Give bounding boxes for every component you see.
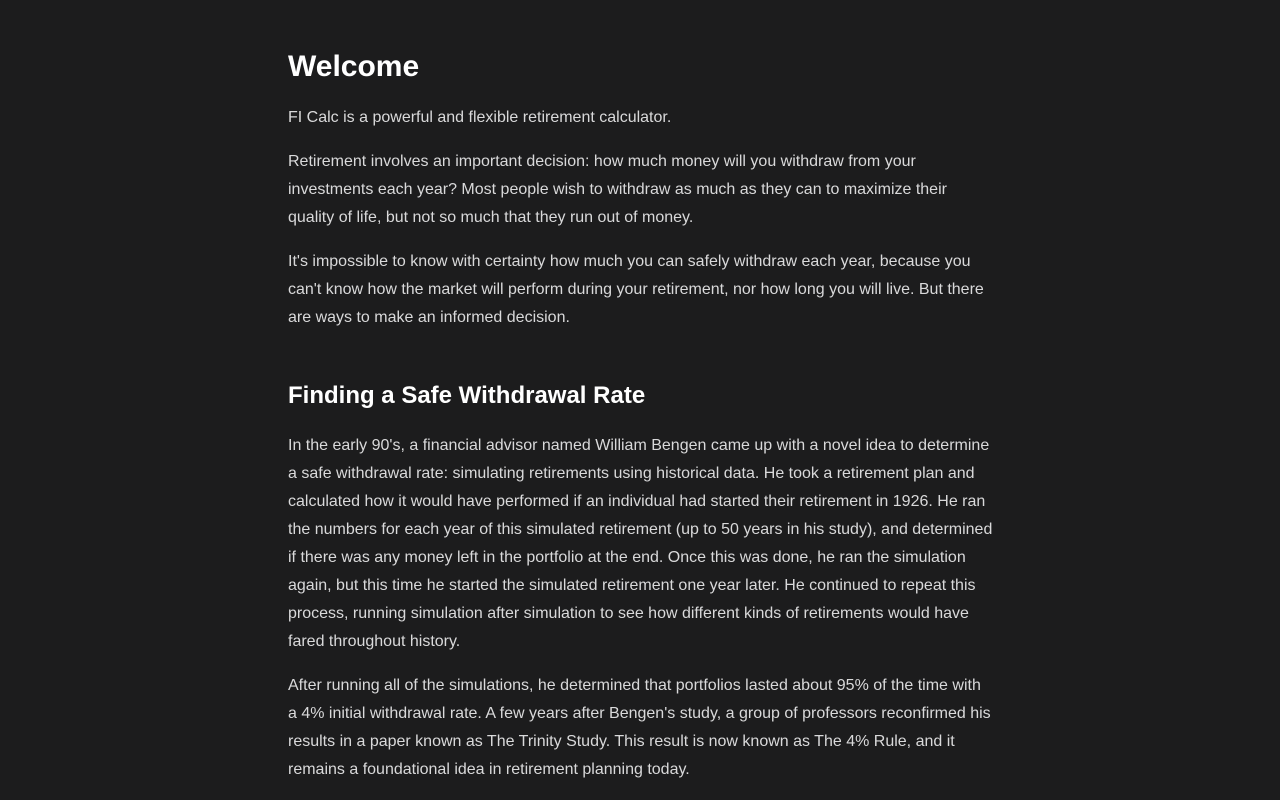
uncertainty-paragraph: It's impossible to know with certainty how much you can safely withdraw each year, because you can't know how the market will perform during your retirement, nor how long you will live. But there are ways to make an informed decision. xyxy=(288,253,984,326)
intro-paragraph: FI Calc is a powerful and flexible retirement calculator. xyxy=(288,109,672,126)
section-heading-safe-withdrawal: Finding a Safe Withdrawal Rate xyxy=(288,382,646,409)
page-title: Welcome xyxy=(288,50,420,83)
bengen-paragraph: In the early 90's, a financial advisor named William Bengen came up with a novel idea to determine a safe withdrawal rate: simulating retirements using historical data. He took a retirement plan and calculated how it would have performed if an individual had started their retirement in 1926. He ran the numbers for each year of this simulated retirement (up to 50 years in his study), and determined if there was any money left in the portfolio at the end. Once this was done, he ran the simulation again, but this time he started the simulated retirement one year later. He continued to repeat this process, running simulation after simulation to see how different kinds of retirements would have fared throughout history. xyxy=(288,437,993,650)
trinity-study-paragraph: After running all of the simulations, he determined that portfolios lasted about 95% of the time with a 4% initial withdrawal rate. A few years after Bengen's study, a group of professors reconfirmed his results in a paper known as The Trinity Study. This result is now known as The 4% Rule, and it remains a foundational idea in retirement planning today. xyxy=(288,677,991,778)
retirement-decision-paragraph: Retirement involves an important decision: how much money will you withdraw from your investments each year? Most people wish to withdraw as much as they can to maximize their quality of life, but not so much that they run out of money. xyxy=(288,153,947,226)
